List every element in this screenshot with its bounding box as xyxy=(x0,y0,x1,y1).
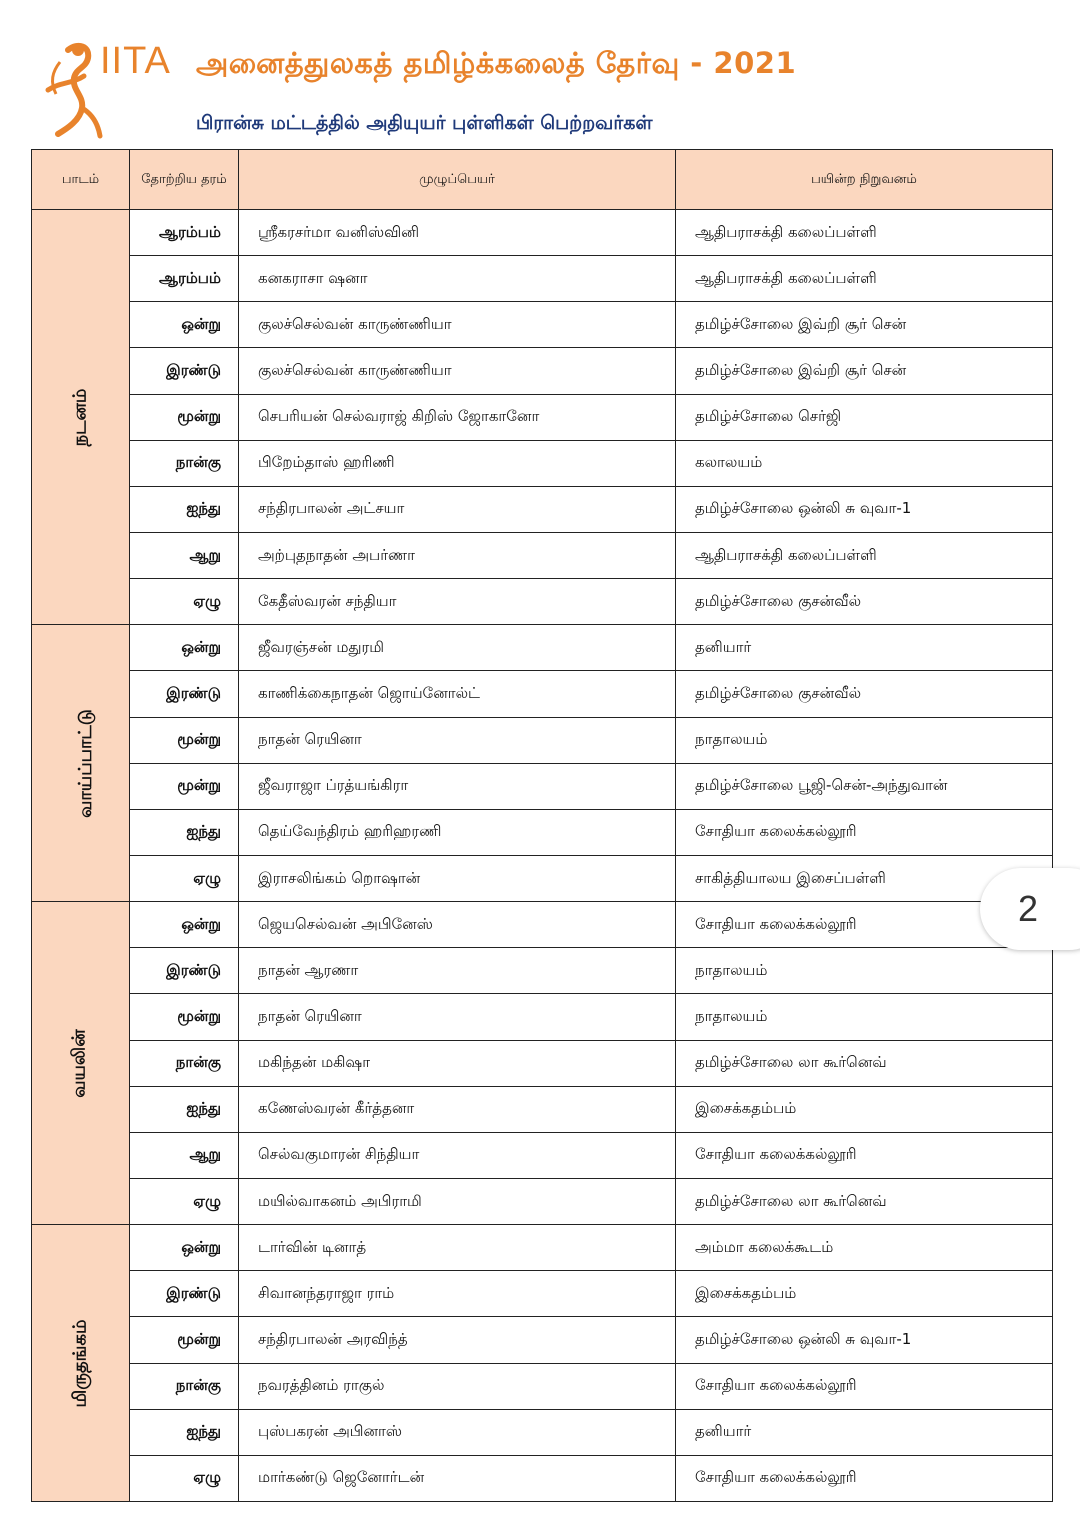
name-cell: குலச்செல்வன் காருண்ணியா xyxy=(239,348,676,394)
institution-cell: தமிழ்ச்சோலை ஒன்லி சு வுவா-1 xyxy=(676,1317,1053,1363)
table-row xyxy=(32,579,1053,625)
grade-cell: இரண்டு xyxy=(130,671,239,717)
grade-cell: ஏழு xyxy=(130,1178,239,1224)
institution-cell: சாகித்தியாலய இசைப்பள்ளி xyxy=(676,855,1053,901)
table-row xyxy=(32,256,1053,302)
institution-cell: தமிழ்ச்சோலை குசன்வீல் xyxy=(676,671,1053,717)
institution-cell: ஆதிபராசக்தி கலைப்பள்ளி xyxy=(676,532,1053,578)
table-row xyxy=(32,1040,1053,1086)
grade-cell: ஐந்து xyxy=(130,1409,239,1455)
table-header-row xyxy=(32,150,1053,210)
grade-cell: ஏழு xyxy=(130,1455,239,1501)
column-header-institution: பயின்ற நிறுவனம் xyxy=(676,150,1053,210)
institution-cell: ஆதிபராசக்தி கலைப்பள்ளி xyxy=(676,210,1053,256)
grade-cell: ஒன்று xyxy=(130,1225,239,1271)
table-row xyxy=(32,717,1053,763)
grade-cell: நான்கு xyxy=(130,440,239,486)
institution-cell: தமிழ்ச்சோலை பூஜி-சென்-அந்துவான் xyxy=(676,763,1053,809)
grade-cell: ஆறு xyxy=(130,1132,239,1178)
table-row xyxy=(32,1178,1053,1224)
name-cell: ஜீவராஜா ப்ரத்யங்கிரா xyxy=(239,763,676,809)
name-cell: கனகராசா ஷனா xyxy=(239,256,676,302)
name-cell: சிவானந்தராஜா ராம் xyxy=(239,1271,676,1317)
table-row xyxy=(32,763,1053,809)
table-row xyxy=(32,1409,1053,1455)
table-row xyxy=(32,1317,1053,1363)
subject-label: நடனம் xyxy=(68,388,90,447)
grade-cell: ஏழு xyxy=(130,855,239,901)
grade-cell: மூன்று xyxy=(130,763,239,809)
name-cell: சந்திரபாலன் அட்சயா xyxy=(239,486,676,532)
institution-cell: நாதாலயம் xyxy=(676,717,1053,763)
grade-cell: ஒன்று xyxy=(130,625,239,671)
table-row xyxy=(32,348,1053,394)
table-row xyxy=(32,486,1053,532)
grade-cell: இரண்டு xyxy=(130,1271,239,1317)
institution-cell: தமிழ்ச்சோலை குசன்வீல் xyxy=(676,579,1053,625)
grade-cell: ஏழு xyxy=(130,579,239,625)
institution-cell: சோதியா கலைக்கல்லூரி xyxy=(676,1363,1053,1409)
column-header-subject: பாடம் xyxy=(32,150,130,210)
grade-cell: இரண்டு xyxy=(130,348,239,394)
page-subtitle: பிரான்சு மட்டத்தில் அதியுயர் புள்ளிகள் பெற்றவர்கள் xyxy=(196,112,653,134)
table-row xyxy=(32,210,1053,256)
table-row xyxy=(32,994,1053,1040)
institution-cell: தமிழ்ச்சோலை செர்ஜி xyxy=(676,394,1053,440)
grade-cell: மூன்று xyxy=(130,717,239,763)
table-row xyxy=(32,625,1053,671)
name-cell: மகிந்தன் மகிஷா xyxy=(239,1040,676,1086)
column-header-name: முழுப்பெயர் xyxy=(239,150,676,210)
page-number: 2 xyxy=(1018,888,1039,929)
institution-cell: நாதாலயம் xyxy=(676,948,1053,994)
institution-cell: இசைக்கதம்பம் xyxy=(676,1086,1053,1132)
name-cell: இராசலிங்கம் றொஷான் xyxy=(239,855,676,901)
name-cell: காணிக்கைநாதன் ஜொய்னோல்ட் xyxy=(239,671,676,717)
institution-cell: சோதியா கலைக்கல்லூரி xyxy=(676,1132,1053,1178)
institution-cell: தனியார் xyxy=(676,1409,1053,1455)
institution-cell: தனியார் xyxy=(676,625,1053,671)
institution-cell: தமிழ்ச்சோலை இவ்றி சூர் சென் xyxy=(676,348,1053,394)
name-cell: நாதன் ஆரணா xyxy=(239,948,676,994)
subject-cell xyxy=(32,210,130,625)
name-cell: கணேஸ்வரன் கீர்த்தனா xyxy=(239,1086,676,1132)
name-cell: நாதன் ரெயினா xyxy=(239,717,676,763)
grade-cell: நான்கு xyxy=(130,1363,239,1409)
grade-cell: ஆரம்பம் xyxy=(130,210,239,256)
institution-cell: தமிழ்ச்சோலை ஒன்லி சு வுவா-1 xyxy=(676,486,1053,532)
grade-cell: இரண்டு xyxy=(130,948,239,994)
logo-text: IITA xyxy=(100,40,171,82)
table-body xyxy=(32,210,1053,1502)
institution-cell: தமிழ்ச்சோலை இவ்றி சூர் சென் xyxy=(676,302,1053,348)
table-row xyxy=(32,1225,1053,1271)
table-row xyxy=(32,394,1053,440)
institution-cell: சோதியா கலைக்கல்லூரி xyxy=(676,809,1053,855)
grade-cell: ஒன்று xyxy=(130,902,239,948)
name-cell: செபரியன் செல்வராஜ் கிறிஸ் ஜோகானோ xyxy=(239,394,676,440)
column-header-grade: தோற்றிய தரம் xyxy=(130,150,239,210)
name-cell: ஜீவரஞ்சன் மதுரமி xyxy=(239,625,676,671)
table-row xyxy=(32,1086,1053,1132)
grade-cell: மூன்று xyxy=(130,1317,239,1363)
institution-cell: கலாலயம் xyxy=(676,440,1053,486)
table-row xyxy=(32,440,1053,486)
institution-cell: அம்மா கலைக்கூடம் xyxy=(676,1225,1053,1271)
table-row xyxy=(32,902,1053,948)
grade-cell: மூன்று xyxy=(130,394,239,440)
grade-cell: ஐந்து xyxy=(130,486,239,532)
table-row xyxy=(32,1455,1053,1501)
table-row xyxy=(32,1363,1053,1409)
name-cell: கேதீஸ்வரன் சந்தியா xyxy=(239,579,676,625)
grade-cell: ஆரம்பம் xyxy=(130,256,239,302)
name-cell: மயில்வாகனம் அபிராமி xyxy=(239,1178,676,1224)
name-cell: நாதன் ரெயினா xyxy=(239,994,676,1040)
grade-cell: நான்கு xyxy=(130,1040,239,1086)
name-cell: ஸ்ரீகரசர்மா வனிஸ்வினி xyxy=(239,210,676,256)
table-row xyxy=(32,671,1053,717)
grade-cell: ஒன்று xyxy=(130,302,239,348)
institution-cell: தமிழ்ச்சோலை லா கூர்னெவ் xyxy=(676,1040,1053,1086)
table-row xyxy=(32,948,1053,994)
name-cell: தெய்வேந்திரம் ஹரிஹரணி xyxy=(239,809,676,855)
subject-label: மிருதங்கம் xyxy=(68,1319,90,1407)
results-table xyxy=(31,149,1053,1502)
table-row xyxy=(32,1271,1053,1317)
name-cell: செல்வகுமாரன் சிந்தியா xyxy=(239,1132,676,1178)
page-number-badge xyxy=(980,868,1080,950)
page-title: அனைத்துலகத் தமிழ்க்கலைத் தேர்வு - 2021 xyxy=(196,46,797,80)
name-cell: சந்திரபாலன் அரவிந்த் xyxy=(239,1317,676,1363)
name-cell: அற்புதநாதன் அபர்ணா xyxy=(239,532,676,578)
table-row xyxy=(32,1132,1053,1178)
institution-cell: இசைக்கதம்பம் xyxy=(676,1271,1053,1317)
table-row xyxy=(32,855,1053,901)
grade-cell: ஐந்து xyxy=(130,1086,239,1132)
name-cell: நவரத்தினம் ராகுல் xyxy=(239,1363,676,1409)
subject-cell xyxy=(32,625,130,902)
grade-cell: மூன்று xyxy=(130,994,239,1040)
table-row xyxy=(32,532,1053,578)
name-cell: ஜெயசெல்வன் அபினேஸ் xyxy=(239,902,676,948)
name-cell: புஸ்பகரன் அபினாஸ் xyxy=(239,1409,676,1455)
subject-cell xyxy=(32,902,130,1225)
table-row xyxy=(32,302,1053,348)
grade-cell: ஐந்து xyxy=(130,809,239,855)
subject-label: வயலின் xyxy=(68,1028,90,1098)
grade-cell: ஆறு xyxy=(130,532,239,578)
institution-cell: சோதியா கலைக்கல்லூரி xyxy=(676,902,1053,948)
institution-cell: நாதாலயம் xyxy=(676,994,1053,1040)
subject-cell xyxy=(32,1225,130,1502)
name-cell: மார்கண்டு ஜெனோர்டன் xyxy=(239,1455,676,1501)
subject-label: வாய்ப்பாட்டு xyxy=(74,708,96,818)
institution-cell: ஆதிபராசக்தி கலைப்பள்ளி xyxy=(676,256,1053,302)
institution-cell: தமிழ்ச்சோலை லா கூர்னெவ் xyxy=(676,1178,1053,1224)
name-cell: டார்வின் டினாத் xyxy=(239,1225,676,1271)
table-row xyxy=(32,809,1053,855)
name-cell: குலச்செல்வன் காருண்ணியா xyxy=(239,302,676,348)
name-cell: பிறேம்தாஸ் ஹரிணி xyxy=(239,440,676,486)
institution-cell: சோதியா கலைக்கல்லூரி xyxy=(676,1455,1053,1501)
